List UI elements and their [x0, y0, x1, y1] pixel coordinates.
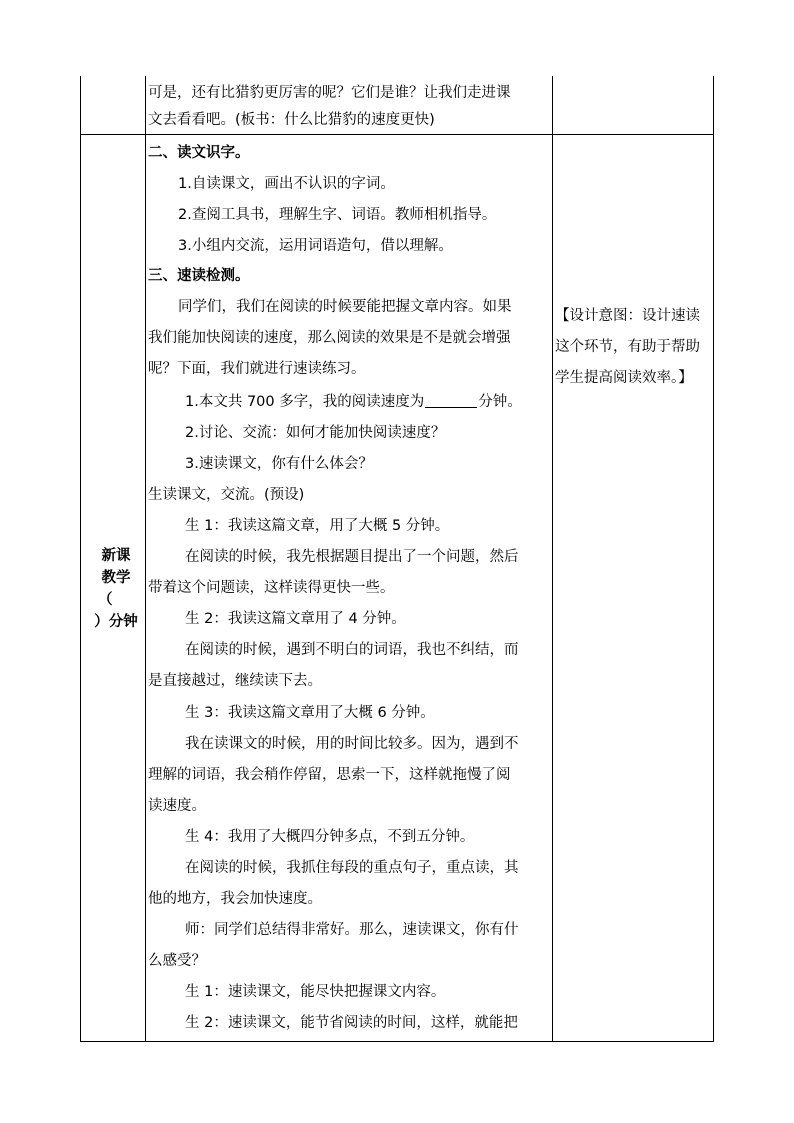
heading-read: 二、读文识字。: [148, 145, 250, 161]
student-2: 生 2：我读这篇文章用了 4 分钟。: [185, 611, 406, 627]
student-3-detail-2: 理解的词语，我会稍作停留，思索一下，这样就拖慢了阅: [148, 767, 511, 783]
student-3: 生 3：我读这篇文章用了大概 6 分钟。: [185, 705, 435, 721]
intro-line-2: 我们能加快阅读的速度，那么阅读的效果是不是就会增强: [148, 330, 511, 346]
heading-speed: 三、速读检测。: [148, 268, 250, 284]
question-1-text: 1.本文共 700 多字，我的阅读速度为: [185, 394, 425, 410]
student-1-detail-1: 在阅读的时候，我先根据题目提出了一个问题，然后: [185, 549, 519, 565]
top-row-line-2: 文去看看吧。(板书：什么比猎豹的速度更快): [148, 112, 435, 128]
answer-blank: [425, 393, 477, 408]
table-border-bottom: [80, 1041, 714, 1042]
student-3-detail-1: 我在读课文的时候，用的时间比较多。因为，遇到不: [185, 736, 519, 752]
read-item-2: 2.查阅工具书，理解生字、词语。教师相机指导。: [178, 207, 497, 223]
design-intent-line-2: 这个环节，有助于帮助: [555, 339, 700, 355]
table-border-right: [713, 76, 714, 1042]
student-1: 生 1：我读这篇文章，用了大概 5 分钟。: [185, 518, 450, 534]
design-intent-line-3: 学生提高阅读效率。】: [555, 370, 693, 386]
student-4: 生 4：我用了大概四分钟多点，不到五分钟。: [185, 829, 475, 845]
table-row-divider: [80, 134, 714, 135]
top-row-line-1: 可是，还有比猎豹更厉害的呢？它们是谁？让我们走进课: [148, 85, 511, 101]
student-1-detail-2: 带着这个问题读，这样读得更快一些。: [148, 580, 395, 596]
response-2: 生 2：速读课文，能节省阅读的时间，这样，就能把: [185, 1015, 518, 1031]
question-1-unit: 分钟。: [478, 394, 522, 410]
question-1: [185, 392, 522, 412]
student-2-detail-1: 在阅读的时候，遇到不明白的词语，我也不纠结，而: [185, 642, 519, 658]
section-label-line-3: （: [98, 592, 113, 608]
section-label-line-4: ）分钟: [94, 614, 138, 630]
student-3-detail-3: 读速度。: [148, 798, 206, 814]
preset-line: 生读课文，交流。(预设): [148, 487, 305, 503]
teacher-line-1: 师：同学们总结得非常好。那么，速读课文，你有什: [185, 922, 519, 938]
question-3: 3.速读课文，你有什么体会？: [185, 456, 373, 472]
student-4-detail-1: 在阅读的时候，我抓住每段的重点句子，重点读，其: [185, 860, 519, 876]
student-2-detail-2: 是直接越过，继续读下去。: [148, 673, 322, 689]
section-label-line-2: 教学: [101, 570, 131, 586]
read-item-1: 1.自读课文，画出不认识的字词。: [178, 176, 395, 192]
table-divider-content: [552, 76, 553, 1042]
read-item-3: 3.小组内交流，运用词语造句，借以理解。: [178, 238, 453, 254]
intro-line-3: 呢？下面，我们就进行速读练习。: [148, 361, 366, 377]
table-divider-label: [145, 76, 146, 1042]
intro-line-1: 同学们，我们在阅读的时候要能把握文章内容。如果: [178, 299, 512, 315]
student-4-detail-2: 他的地方，我会加快速度。: [148, 891, 322, 907]
section-label-line-1: 新课: [101, 548, 131, 564]
table-border-left: [80, 76, 81, 1042]
response-1: 生 1：速读课文，能尽快把握课文内容。: [185, 984, 446, 1000]
teacher-line-2: 么感受？: [148, 953, 206, 969]
question-2: 2.讨论、交流：如何才能加快阅读速度？: [185, 425, 446, 441]
section-label: [90, 545, 142, 633]
design-intent-line-1: 【设计意图：设计速读: [555, 308, 700, 324]
